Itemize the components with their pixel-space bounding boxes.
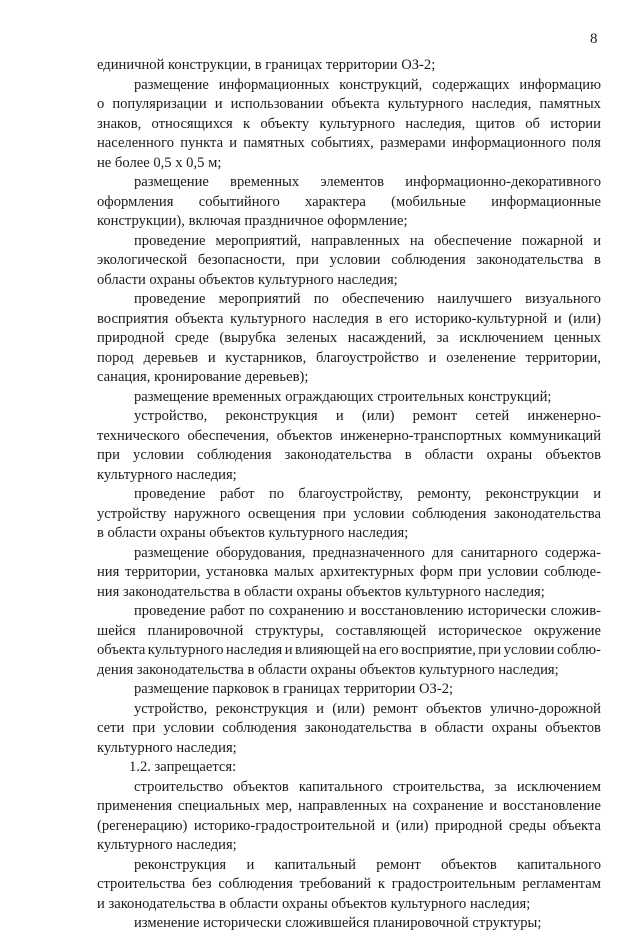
text-line: применения специальных мер, направленных на сохранение и восстановление (97, 798, 601, 814)
text-line: реконструкция и капитальный ремонт объектов капитального (134, 856, 601, 873)
text-line: размещение временных элементов информационно-декоративного (134, 174, 601, 190)
text-line: шейся планировочной структуры, составляющей историческое окружение (97, 622, 601, 639)
text-line: области охраны объектов культурного наследия; (97, 271, 398, 288)
text-line: технического обеспечения, объектов инженерно-транспортных коммуникаций (97, 427, 601, 444)
text-line: экологической безопасности, при условии соблюдения законодательства в (97, 252, 601, 268)
text-line: строительство объектов капитального строительства, за исключением (134, 778, 601, 795)
body-text (97, 56, 601, 934)
text-line: изменение исторически сложившейся планировочной структуры; (134, 915, 542, 931)
text-line: ния территории, установка малых архитектурных форм при условии соблюде- (97, 564, 601, 580)
text-line: дения законодательства в области охраны объектов культурного наследия; (97, 661, 559, 678)
text-line: пород деревьев и кустарников, благоустройство и озеленение территории, (97, 349, 601, 366)
text-line: оформления событийного характера (мобильные информационные (97, 193, 601, 210)
text-line: природной среде (вырубка зеленых насаждений, за исключением ценных (97, 330, 601, 346)
text-line: устройство, реконструкция и (или) ремонт сетей инженерно- (134, 408, 601, 424)
text-line: строительства без соблюдения требований к градостроительным регламентам (97, 876, 601, 892)
text-line: не более 0,5 х 0,5 м; (97, 154, 222, 171)
text-line: и законодательства в области охраны объектов культурного наследия; (97, 895, 531, 912)
text-line: конструкции), включая праздничное оформление; (97, 213, 408, 229)
text-line: проведение работ по благоустройству, ремонту, реконструкции и (134, 486, 601, 502)
text-line: проведение работ по сохранению и восстановлению исторически сложив- (134, 603, 601, 619)
text-line: знаков, относящихся к объекту культурного наследия, щитов об истории (97, 115, 601, 132)
text-line: единичной конструкции, в границах территории ОЗ-2; (97, 57, 436, 73)
text-line: при условии соблюдения законодательства в области охраны объектов (97, 447, 601, 463)
text-line: проведение мероприятий, направленных на обеспечение пожарной и (134, 232, 601, 249)
text-line: о популяризации и использовании объекта культурного наследия, памятных (97, 96, 601, 112)
text-line: размещение оборудования, предназначенного для санитарного содержа- (134, 544, 601, 561)
text-line: размещение информационных конструкций, содержащих информацию (134, 76, 601, 93)
text-line: сети при условии соблюдения законодательства в области охраны объектов (97, 720, 601, 736)
text-line: в области охраны объектов культурного наследия; (97, 525, 409, 541)
text-line: восприятия объекта культурного наследия в его историко-культурной и (или) (97, 310, 601, 327)
text-line: населенного пункта и памятных событиях, размерами информационного поля (97, 135, 601, 151)
text-line: культурного наследия; (97, 837, 237, 853)
text-line: 1.2. запрещается: (129, 759, 237, 775)
text-line: устройству наружного освещения при условии соблюдения законодательства (97, 505, 601, 522)
text-line: (регенерацию) историко-градостроительной и (или) природной среды объекта (97, 817, 601, 834)
text-line: проведение мероприятий по обеспечению наилучшего визуального (134, 291, 601, 307)
text-line: размещение парковок в границах территории ОЗ-2; (134, 681, 454, 697)
text-line: объекта культурного наследия и влияющей на его восприятие, при условии соблю- (97, 642, 601, 658)
page-number: 8 (590, 31, 598, 47)
text-line: санация, кронирование деревьев); (97, 369, 309, 385)
text-line: устройство, реконструкция и (или) ремонт объектов улично-дорожной (134, 700, 601, 717)
text-line: ния законодательства в области охраны объектов культурного наследия; (97, 583, 545, 600)
text-line: культурного наследия; (97, 466, 237, 483)
text-line: размещение временных ограждающих строительных конструкций; (134, 388, 552, 405)
text-line: культурного наследия; (97, 739, 237, 756)
